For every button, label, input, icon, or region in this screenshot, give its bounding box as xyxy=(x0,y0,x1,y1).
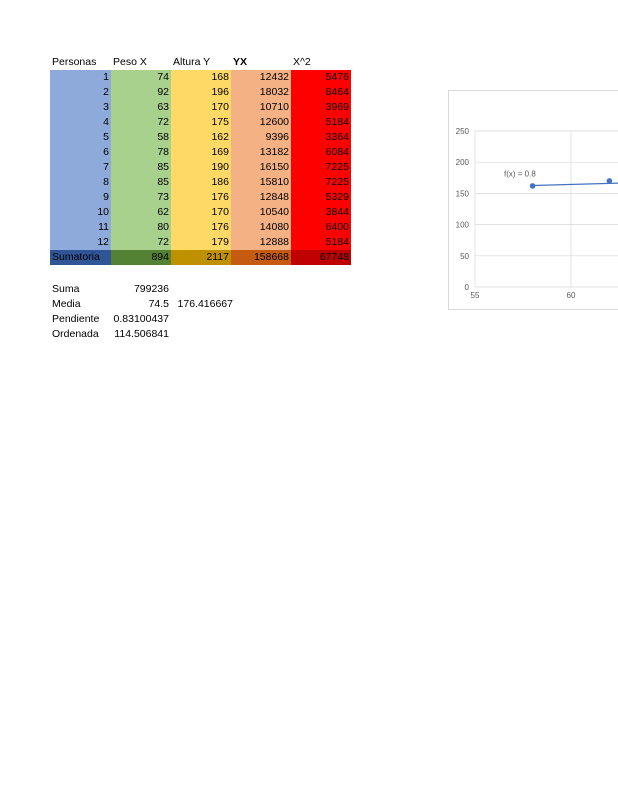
cell-x2[interactable]: 5476 xyxy=(291,70,351,85)
empty-cell[interactable] xyxy=(171,327,235,342)
cell-x2[interactable]: 3844 xyxy=(291,205,351,220)
cell-yx[interactable]: 12600 xyxy=(231,115,291,130)
cell-yx[interactable]: 10540 xyxy=(231,205,291,220)
cell-altura[interactable]: 186 xyxy=(171,175,231,190)
sum-row xyxy=(50,250,351,265)
cell-yx[interactable]: 13182 xyxy=(231,145,291,160)
pendiente-label[interactable]: Pendiente xyxy=(52,313,100,325)
cell-peso[interactable]: 63 xyxy=(111,100,171,115)
stats-table xyxy=(50,282,235,342)
cell-persona[interactable]: 10 xyxy=(50,205,111,220)
trendline-label: f(x) = 0.8 xyxy=(504,169,536,179)
suma-value[interactable]: 799236 xyxy=(133,283,169,295)
trendline xyxy=(533,183,618,185)
cell-x2[interactable]: 3364 xyxy=(291,130,351,145)
cell-persona[interactable]: 8 xyxy=(50,175,111,190)
table-row xyxy=(50,130,351,145)
cell-yx[interactable]: 16150 xyxy=(231,160,291,175)
table-body xyxy=(50,70,351,250)
cell-altura[interactable]: 170 xyxy=(171,100,231,115)
cell-x2[interactable]: 5184 xyxy=(291,115,351,130)
cell-altura[interactable]: 176 xyxy=(171,190,231,205)
cell-persona[interactable]: 12 xyxy=(50,235,111,250)
cell-altura[interactable]: 176 xyxy=(171,220,231,235)
table-row xyxy=(50,85,351,100)
stats-row-media xyxy=(50,297,235,312)
cell-yx[interactable]: 12432 xyxy=(231,70,291,85)
cell-yx[interactable]: 12888 xyxy=(231,235,291,250)
cell-peso[interactable]: 78 xyxy=(111,145,171,160)
empty-cell[interactable] xyxy=(171,312,235,327)
sum-x2[interactable]: 67748 xyxy=(291,250,351,265)
table-row xyxy=(50,160,351,175)
sum-label[interactable]: Sumatoria xyxy=(50,250,111,265)
cell-x2[interactable]: 6084 xyxy=(291,145,351,160)
y-tick-label: 100 xyxy=(455,220,469,230)
cell-peso[interactable]: 85 xyxy=(111,160,171,175)
table-row xyxy=(50,145,351,160)
data-point xyxy=(607,178,613,184)
cell-persona[interactable]: 5 xyxy=(50,130,111,145)
header-x2[interactable]: X^2 xyxy=(293,56,311,68)
cell-peso[interactable]: 74 xyxy=(111,70,171,85)
media-x-value[interactable]: 74.5 xyxy=(148,298,169,310)
ordenada-value[interactable]: 114.506841 xyxy=(114,328,169,340)
cell-x2[interactable]: 3969 xyxy=(291,100,351,115)
cell-persona[interactable]: 6 xyxy=(50,145,111,160)
cell-altura[interactable]: 179 xyxy=(171,235,231,250)
table-row xyxy=(50,220,351,235)
cell-yx[interactable]: 15810 xyxy=(231,175,291,190)
y-tick-label: 200 xyxy=(455,158,469,168)
media-label[interactable]: Media xyxy=(52,298,81,310)
sum-yx[interactable]: 158668 xyxy=(231,250,291,265)
cell-altura[interactable]: 170 xyxy=(171,205,231,220)
table-row xyxy=(50,100,351,115)
cell-x2[interactable]: 5329 xyxy=(291,190,351,205)
cell-yx[interactable]: 10710 xyxy=(231,100,291,115)
stats-row-ordenada xyxy=(50,327,235,342)
cell-x2[interactable]: 6400 xyxy=(291,220,351,235)
header-row xyxy=(50,55,351,70)
cell-peso[interactable]: 73 xyxy=(111,190,171,205)
cell-persona[interactable]: 11 xyxy=(50,220,111,235)
cell-yx[interactable]: 18032 xyxy=(231,85,291,100)
y-tick-label: 150 xyxy=(455,189,469,199)
cell-altura[interactable]: 190 xyxy=(171,160,231,175)
chart-canvas xyxy=(449,91,618,309)
suma-label[interactable]: Suma xyxy=(52,283,80,295)
table-row xyxy=(50,205,351,220)
stats-row-suma xyxy=(50,282,235,297)
cell-altura[interactable]: 162 xyxy=(171,130,231,145)
cell-x2[interactable]: 5184 xyxy=(291,235,351,250)
cell-peso[interactable]: 85 xyxy=(111,175,171,190)
cell-x2[interactable]: 8464 xyxy=(291,85,351,100)
cell-altura[interactable]: 169 xyxy=(171,145,231,160)
header-yx[interactable]: YX xyxy=(233,56,248,68)
empty-cell[interactable] xyxy=(171,282,235,297)
cell-altura[interactable]: 196 xyxy=(171,85,231,100)
data-table xyxy=(50,55,351,265)
header-personas[interactable]: Personas xyxy=(52,56,97,68)
header-altura-y[interactable]: Altura Y xyxy=(173,56,211,68)
cell-peso[interactable]: 72 xyxy=(111,115,171,130)
sum-peso[interactable]: 894 xyxy=(111,250,171,265)
table-row xyxy=(50,175,351,190)
y-tick-label: 250 xyxy=(455,127,469,136)
media-y-value[interactable]: 176.416667 xyxy=(177,298,233,310)
cell-persona[interactable]: 3 xyxy=(50,100,111,115)
cell-persona[interactable]: 4 xyxy=(50,115,111,130)
header-peso-x[interactable]: Peso X xyxy=(113,56,147,68)
table-row xyxy=(50,190,351,205)
y-tick-label: 50 xyxy=(460,251,469,261)
cell-peso[interactable]: 92 xyxy=(111,85,171,100)
cell-altura[interactable]: 168 xyxy=(171,70,231,85)
cell-persona[interactable]: 9 xyxy=(50,190,111,205)
pendiente-value[interactable]: 0.83100437 xyxy=(113,313,169,325)
scatter-chart[interactable] xyxy=(448,90,618,310)
cell-yx[interactable]: 14080 xyxy=(231,220,291,235)
cell-persona[interactable]: 2 xyxy=(50,85,111,100)
cell-yx[interactable]: 9396 xyxy=(231,130,291,145)
cell-peso[interactable]: 62 xyxy=(111,205,171,220)
sum-altura[interactable]: 2117 xyxy=(171,250,231,265)
cell-altura[interactable]: 175 xyxy=(171,115,231,130)
cell-peso[interactable]: 58 xyxy=(111,130,171,145)
table-row xyxy=(50,115,351,130)
stats-row-pendiente xyxy=(50,312,235,327)
cell-persona[interactable]: 7 xyxy=(50,160,111,175)
table-row xyxy=(50,235,351,250)
cell-persona[interactable]: 1 xyxy=(50,70,111,85)
y-tick-label: 0 xyxy=(464,283,469,292)
data-point xyxy=(530,183,536,189)
x-tick-label: 55 xyxy=(470,291,480,300)
cell-x2[interactable]: 7225 xyxy=(291,160,351,175)
cell-yx[interactable]: 12848 xyxy=(231,190,291,205)
x-tick-label: 60 xyxy=(566,291,576,300)
ordenada-label[interactable]: Ordenada xyxy=(52,328,99,340)
table-row xyxy=(50,70,351,85)
cell-peso[interactable]: 80 xyxy=(111,220,171,235)
cell-x2[interactable]: 7225 xyxy=(291,175,351,190)
cell-peso[interactable]: 72 xyxy=(111,235,171,250)
